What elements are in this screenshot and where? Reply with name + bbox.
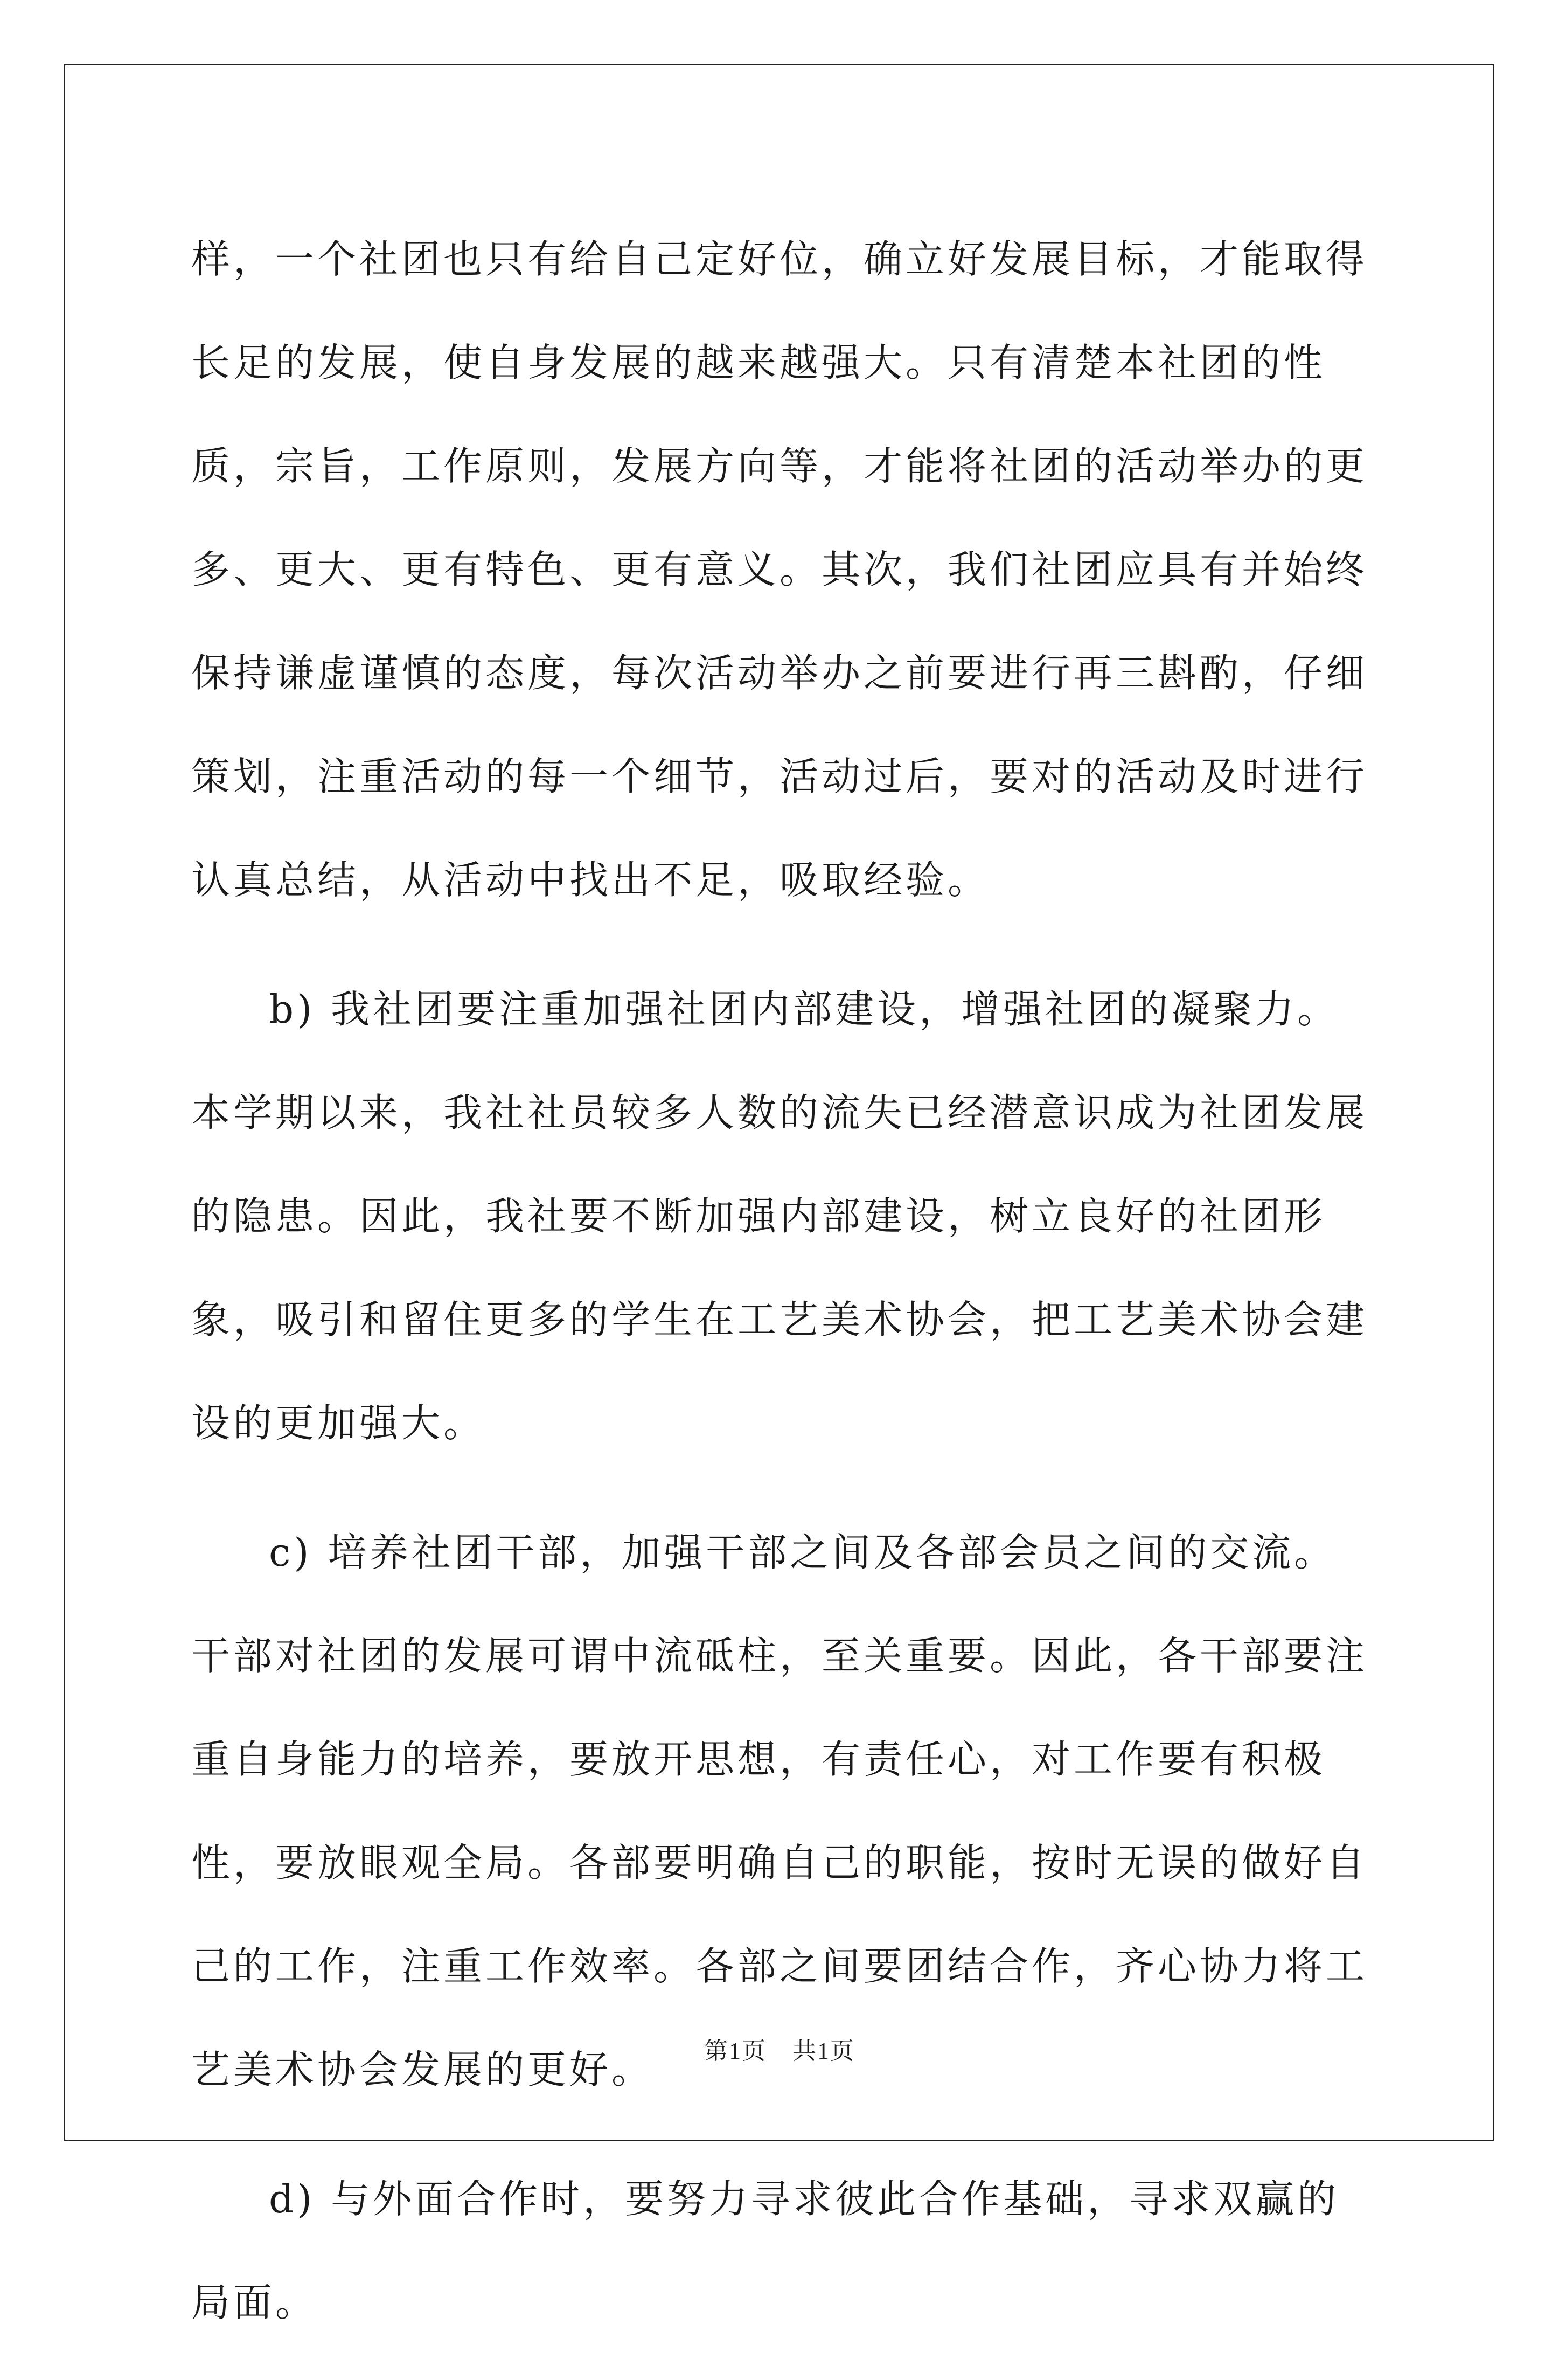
page-number: 第1页 (704, 2038, 767, 2064)
page-footer (0, 2031, 1559, 2066)
paragraph-continuation: 样，一个社团也只有给自己定好位，确立好发展目标，才能取得长足的发展，使自身发展的越来越强大。只有清楚本社团的性质，宗旨，工作原则，发展方向等，才能将社团的活动举办的更多、更大、更有特色、更有意义。其次，我们社团应具有并始终保持谦虚谨慎的态度，每次活动举办之前要进行再三斟酌，仔细策划，注重活动的每一个细节，活动过后，要对的活动及时进行认真总结，从活动中找出不足，吸取经验。 (191, 237, 1368, 903)
paragraph-c: c) 培养社团干部，加强干部之间及各部会员之间的交流。干部对社团的发展可谓中流砥柱，至关重要。因此，各干部要注重自身能力的培养，要放开思想，有责任心，对工作要有积极性，要放眼观全局。各部要明确自己的职能，按时无误的做好自己的工作，注重工作效率。各部之间要团结合作，齐心协力将工艺美术协会发展的更好。 (191, 1530, 1368, 2092)
total-pages: 共1页 (792, 2038, 855, 2064)
paragraph-d: d) 与外面合作时，要努力寻求彼此合作基础，寻求双赢的局面。 (191, 2176, 1340, 2325)
paragraph-b: b) 我社团要注重加强社团内部建设，增强社团的凝聚力。本学期以来，我社社员较多人数的流失已经潜意识成为社团发展的隐患。因此，我社要不断加强内部建设，树立良好的社团形象，吸引和留住更多的学生在工艺美术协会，把工艺美术协会建设的更加强大。 (191, 987, 1368, 1446)
